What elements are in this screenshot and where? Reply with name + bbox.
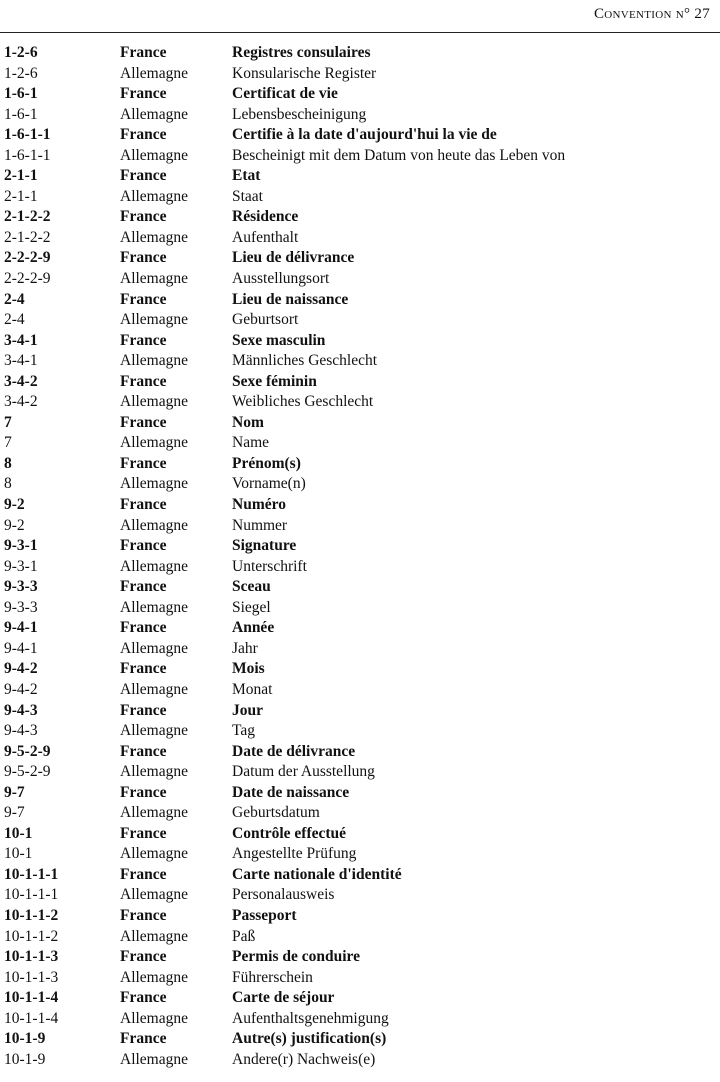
row-term: Bescheinigt mit dem Datum von heute das Leben von xyxy=(232,146,566,164)
row-country: France xyxy=(120,660,167,678)
row-term: Geburtsdatum xyxy=(232,804,320,822)
row-country: Allemagne xyxy=(120,516,189,534)
table-row xyxy=(0,455,720,476)
table-row xyxy=(0,640,720,661)
row-code: 2-1-1 xyxy=(4,167,38,185)
row-term: Vorname(n) xyxy=(232,475,306,493)
row-country: Allemagne xyxy=(120,927,189,945)
row-code: 9-3-3 xyxy=(4,598,38,616)
row-term: Monat xyxy=(232,680,273,698)
table-row xyxy=(0,249,720,270)
row-country: France xyxy=(120,249,167,267)
row-country: France xyxy=(120,865,167,883)
row-code: 3-4-1 xyxy=(4,331,38,349)
row-code: 1-6-1-1 xyxy=(4,146,51,164)
row-term: Lieu de naissance xyxy=(232,290,349,308)
table-row xyxy=(0,65,720,86)
row-code: 1-6-1-1 xyxy=(4,126,51,144)
row-term: Sceau xyxy=(232,578,271,596)
row-term: Unterschrift xyxy=(232,557,307,575)
row-term: Signature xyxy=(232,537,297,555)
table-row xyxy=(0,517,720,538)
row-country: Allemagne xyxy=(120,968,189,986)
table-row xyxy=(0,373,720,394)
row-term: Lieu de délivrance xyxy=(232,249,355,267)
row-term: Contrôle effectué xyxy=(232,824,347,842)
row-term: Staat xyxy=(232,187,263,205)
row-country: Allemagne xyxy=(120,598,189,616)
table-row xyxy=(0,270,720,291)
row-code: 10-1-1-4 xyxy=(4,989,59,1007)
row-country: France xyxy=(120,331,167,349)
table-row xyxy=(0,147,720,168)
row-country: Allemagne xyxy=(120,1050,189,1068)
row-term: Mois xyxy=(232,660,265,678)
table-row xyxy=(0,804,720,825)
table-row xyxy=(0,825,720,846)
row-code: 9-2 xyxy=(4,516,25,534)
row-term: Jahr xyxy=(232,639,258,657)
row-code: 10-1-1-3 xyxy=(4,948,59,966)
row-country: France xyxy=(120,783,167,801)
row-code: 9-4-1 xyxy=(4,639,38,657)
row-code: 8 xyxy=(4,454,12,472)
row-country: France xyxy=(120,454,167,472)
table-row xyxy=(0,784,720,805)
table-row xyxy=(0,44,720,65)
row-country: Allemagne xyxy=(120,352,189,370)
row-term: Konsularische Register xyxy=(232,64,377,82)
table-row xyxy=(0,660,720,681)
row-term: Passeport xyxy=(232,906,297,924)
table-row xyxy=(0,599,720,620)
row-country: Allemagne xyxy=(120,639,189,657)
row-term: Date de naissance xyxy=(232,783,350,801)
row-country: Allemagne xyxy=(120,886,189,904)
row-code: 2-1-1 xyxy=(4,187,38,205)
row-country: Allemagne xyxy=(120,64,189,82)
row-country: France xyxy=(120,948,167,966)
row-term: Ausstellungsort xyxy=(232,270,330,288)
row-code: 10-1-1-3 xyxy=(4,968,59,986)
row-code: 9-4-3 xyxy=(4,722,38,740)
row-country: Allemagne xyxy=(120,146,189,164)
table-row xyxy=(0,886,720,907)
header-rule xyxy=(0,32,720,33)
row-term: Autre(s) justification(s) xyxy=(232,1030,387,1048)
row-term: Carte nationale d'identité xyxy=(232,865,402,883)
table-row xyxy=(0,619,720,640)
table-row xyxy=(0,969,720,990)
table-row xyxy=(0,434,720,455)
row-country: Allemagne xyxy=(120,393,189,411)
row-code: 9-3-1 xyxy=(4,557,38,575)
row-code: 9-7 xyxy=(4,783,25,801)
row-country: France xyxy=(120,167,167,185)
row-country: Allemagne xyxy=(120,311,189,329)
row-country: Allemagne xyxy=(120,105,189,123)
table-row xyxy=(0,311,720,332)
row-country: Allemagne xyxy=(120,845,189,863)
row-country: France xyxy=(120,619,167,637)
row-code: 3-4-1 xyxy=(4,352,38,370)
row-country: France xyxy=(120,126,167,144)
row-code: 10-1-9 xyxy=(4,1050,46,1068)
row-code: 2-4 xyxy=(4,311,25,329)
table-row xyxy=(0,188,720,209)
table-row xyxy=(0,1010,720,1031)
row-code: 7 xyxy=(4,413,12,431)
row-term: Nom xyxy=(232,413,264,431)
row-country: France xyxy=(120,906,167,924)
row-term: Weibliches Geschlecht xyxy=(232,393,374,411)
row-term: Andere(r) Nachweis(e) xyxy=(232,1050,376,1068)
table-row xyxy=(0,85,720,106)
row-country: Allemagne xyxy=(120,228,189,246)
table-row xyxy=(0,702,720,723)
row-term: Prénom(s) xyxy=(232,454,301,472)
row-term: Angestellte Prüfung xyxy=(232,845,357,863)
row-term: Männliches Geschlecht xyxy=(232,352,378,370)
row-code: 9-4-2 xyxy=(4,680,38,698)
row-code: 9-5-2-9 xyxy=(4,742,51,760)
row-country: France xyxy=(120,537,167,555)
row-code: 9-3-3 xyxy=(4,578,38,596)
row-code: 3-4-2 xyxy=(4,372,38,390)
row-code: 1-6-1 xyxy=(4,105,38,123)
row-code: 10-1-1-2 xyxy=(4,906,59,924)
row-term: Permis de conduire xyxy=(232,948,361,966)
row-country: Allemagne xyxy=(120,804,189,822)
row-code: 2-2-2-9 xyxy=(4,249,51,267)
row-code: 3-4-2 xyxy=(4,393,38,411)
page-header: Convention n° 27 xyxy=(593,6,710,22)
row-code: 9-5-2-9 xyxy=(4,763,51,781)
table-row xyxy=(0,1051,720,1072)
row-term: Tag xyxy=(232,722,256,740)
table-row xyxy=(0,722,720,743)
row-country: Allemagne xyxy=(120,475,189,493)
row-term: Carte de séjour xyxy=(232,989,335,1007)
row-country: France xyxy=(120,1030,167,1048)
table-row xyxy=(0,291,720,312)
row-term: Numéro xyxy=(232,496,286,514)
row-code: 9-4-1 xyxy=(4,619,38,637)
row-code: 10-1-1-4 xyxy=(4,1009,59,1027)
row-code: 2-1-2-2 xyxy=(4,208,51,226)
row-country: France xyxy=(120,413,167,431)
row-code: 2-2-2-9 xyxy=(4,270,51,288)
row-code: 10-1-1-2 xyxy=(4,927,59,945)
row-country: Allemagne xyxy=(120,680,189,698)
table-row xyxy=(0,989,720,1010)
row-country: Allemagne xyxy=(120,434,189,452)
row-country: France xyxy=(120,824,167,842)
row-term: Certifie à la date d'aujourd'hui la vie de xyxy=(232,126,497,144)
row-country: Allemagne xyxy=(120,763,189,781)
row-code: 10-1 xyxy=(4,824,33,842)
row-term: Nummer xyxy=(232,516,288,534)
row-country: France xyxy=(120,742,167,760)
row-code: 8 xyxy=(4,475,12,493)
row-term: Année xyxy=(232,619,275,637)
row-term: Sexe féminin xyxy=(232,372,317,390)
table-row xyxy=(0,229,720,250)
row-country: France xyxy=(120,701,167,719)
table-row xyxy=(0,332,720,353)
row-country: Allemagne xyxy=(120,722,189,740)
table-row xyxy=(0,558,720,579)
row-code: 7 xyxy=(4,434,12,452)
row-code: 2-4 xyxy=(4,290,25,308)
table-row xyxy=(0,743,720,764)
table-row xyxy=(0,537,720,558)
row-term: Geburtsort xyxy=(232,311,299,329)
table-row xyxy=(0,681,720,702)
row-code: 9-3-1 xyxy=(4,537,38,555)
table-row xyxy=(0,167,720,188)
row-term: Aufenthalt xyxy=(232,228,299,246)
row-term: Name xyxy=(232,434,270,452)
table-row xyxy=(0,578,720,599)
row-code: 9-4-3 xyxy=(4,701,38,719)
table-row xyxy=(0,845,720,866)
table-row xyxy=(0,393,720,414)
row-country: Allemagne xyxy=(120,270,189,288)
row-term: Datum der Ausstellung xyxy=(232,763,375,781)
row-code: 1-2-6 xyxy=(4,44,38,61)
row-term: Certificat de vie xyxy=(232,85,338,103)
row-term: Registres consulaires xyxy=(232,44,371,61)
row-code: 1-2-6 xyxy=(4,64,38,82)
row-code: 10-1 xyxy=(4,845,33,863)
term-table xyxy=(0,44,720,1071)
row-code: 2-1-2-2 xyxy=(4,228,51,246)
row-country: Allemagne xyxy=(120,187,189,205)
table-row xyxy=(0,106,720,127)
row-term: Personalausweis xyxy=(232,886,335,904)
table-row xyxy=(0,948,720,969)
row-country: France xyxy=(120,44,167,61)
table-row xyxy=(0,496,720,517)
row-country: France xyxy=(120,578,167,596)
row-code: 1-6-1 xyxy=(4,85,38,103)
row-term: Sexe masculin xyxy=(232,331,326,349)
row-term: Paß xyxy=(232,927,256,945)
row-country: France xyxy=(120,208,167,226)
row-country: Allemagne xyxy=(120,557,189,575)
table-row xyxy=(0,126,720,147)
table-row xyxy=(0,866,720,887)
table-row xyxy=(0,475,720,496)
row-term: Jour xyxy=(232,701,263,719)
table-row xyxy=(0,352,720,373)
row-code: 9-4-2 xyxy=(4,660,38,678)
row-country: France xyxy=(120,85,167,103)
row-country: France xyxy=(120,290,167,308)
row-code: 10-1-1-1 xyxy=(4,865,59,883)
row-term: Siegel xyxy=(232,598,271,616)
row-country: Allemagne xyxy=(120,1009,189,1027)
row-country: France xyxy=(120,989,167,1007)
row-country: France xyxy=(120,372,167,390)
row-term: Résidence xyxy=(232,208,299,226)
row-term: Aufenthaltsgenehmigung xyxy=(232,1009,389,1027)
row-term: Führerschein xyxy=(232,968,313,986)
table-row xyxy=(0,414,720,435)
table-row xyxy=(0,928,720,949)
table-row xyxy=(0,907,720,928)
row-code: 10-1-9 xyxy=(4,1030,46,1048)
row-country: France xyxy=(120,496,167,514)
row-term: Date de délivrance xyxy=(232,742,356,760)
row-code: 9-7 xyxy=(4,804,25,822)
table-row xyxy=(0,763,720,784)
table-row xyxy=(0,208,720,229)
row-code: 10-1-1-1 xyxy=(4,886,59,904)
row-code: 9-2 xyxy=(4,496,25,514)
row-term: Etat xyxy=(232,167,261,185)
row-term: Lebensbescheinigung xyxy=(232,105,367,123)
table-row xyxy=(0,1030,720,1051)
